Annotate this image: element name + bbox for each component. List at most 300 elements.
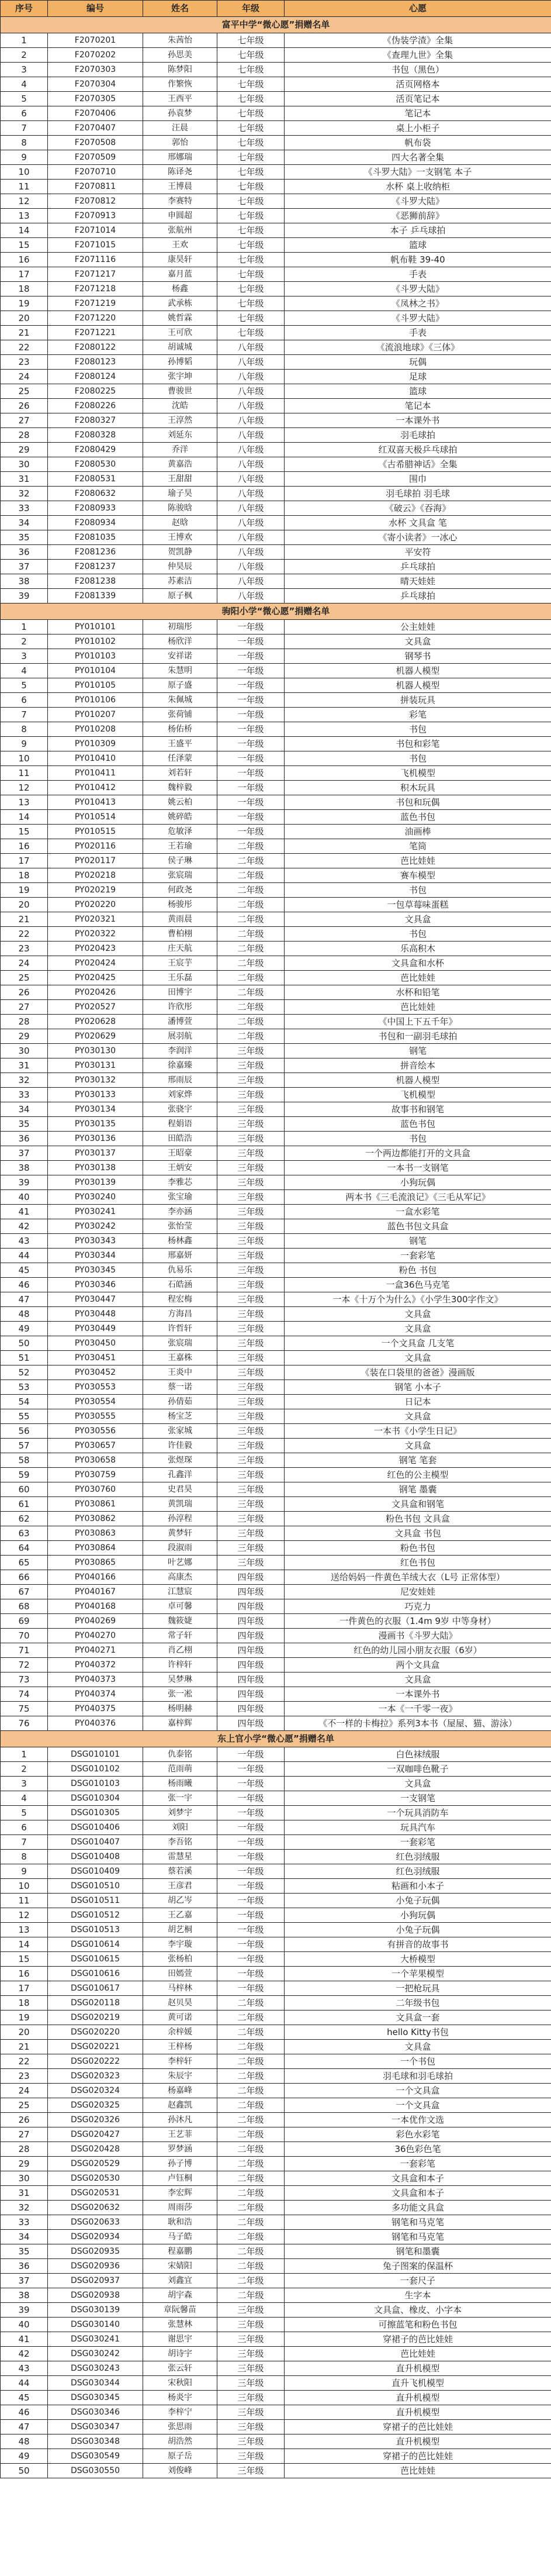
index-cell: 65 xyxy=(1,1556,48,1570)
index-cell: 1 xyxy=(1,1747,48,1762)
wish-cell: 书包和彩笔 xyxy=(285,737,551,751)
name-cell: 周雨莎 xyxy=(143,2201,217,2215)
code-cell: PY020321 xyxy=(48,912,143,927)
name-cell: 胡浩然 xyxy=(143,2434,217,2449)
table-row xyxy=(1,634,551,649)
grade-cell: 八年级 xyxy=(217,370,285,384)
index-cell: 35 xyxy=(1,1117,48,1132)
name-cell: 王炳安 xyxy=(143,1161,217,1175)
name-cell: 黄可诺 xyxy=(143,2011,217,2025)
index-cell: 21 xyxy=(1,2040,48,2054)
table-row xyxy=(1,1981,551,1996)
index-cell: 33 xyxy=(1,2215,48,2230)
index-cell: 2 xyxy=(1,48,48,63)
code-cell: DSG010615 xyxy=(48,1952,143,1967)
code-cell: DSG020221 xyxy=(48,2040,143,2054)
header-row xyxy=(1,1,551,17)
name-cell: 杨明赫 xyxy=(143,1702,217,1716)
index-cell: 13 xyxy=(1,1923,48,1937)
table-row xyxy=(1,1234,551,1249)
name-cell: 黄梦轩 xyxy=(143,1526,217,1541)
code-cell: DSG020326 xyxy=(48,2113,143,2127)
index-cell: 1 xyxy=(1,33,48,48)
code-cell: F2071014 xyxy=(48,223,143,238)
name-cell: 马梓林 xyxy=(143,1981,217,1996)
code-cell: PY030657 xyxy=(48,1439,143,1453)
name-cell: 曹骏世 xyxy=(143,384,217,399)
index-cell: 76 xyxy=(1,1716,48,1731)
grade-cell: 一年级 xyxy=(217,1791,285,1806)
wish-cell: 一本《十万个为什么》《小学生300字作文》 xyxy=(285,1292,551,1307)
wish-cell: 送给妈妈一件黄色羊绒大衣（L号 正常体型） xyxy=(285,1570,551,1585)
wish-cell: 一本《一千零一夜》 xyxy=(285,1702,551,1716)
index-cell: 3 xyxy=(1,1777,48,1791)
grade-cell: 八年级 xyxy=(217,530,285,545)
code-cell: PY030863 xyxy=(48,1526,143,1541)
grade-cell: 七年级 xyxy=(217,77,285,92)
grade-cell: 三年级 xyxy=(217,1453,285,1468)
grade-cell: 二年级 xyxy=(217,2201,285,2215)
name-cell: 任泽蒙 xyxy=(143,751,217,766)
index-cell: 71 xyxy=(1,1643,48,1658)
code-cell: F2080530 xyxy=(48,457,143,472)
index-cell: 40 xyxy=(1,1190,48,1205)
grade-cell: 三年级 xyxy=(217,1482,285,1497)
wish-cell: 文具盒 xyxy=(285,634,551,649)
grade-cell: 一年级 xyxy=(217,1820,285,1835)
name-cell: 苏素洁 xyxy=(143,574,217,589)
name-cell: 王乐磊 xyxy=(143,971,217,985)
name-cell: 杨林鑫 xyxy=(143,1234,217,1249)
index-cell: 43 xyxy=(1,2361,48,2376)
name-cell: 胡诗宇 xyxy=(143,2347,217,2361)
wish-cell: 书包（黑色） xyxy=(285,63,551,77)
section-title-row xyxy=(1,17,551,33)
wish-cell: 芭比娃娃 xyxy=(285,2464,551,2478)
index-cell: 47 xyxy=(1,1292,48,1307)
grade-cell: 七年级 xyxy=(217,253,285,267)
grade-cell: 七年级 xyxy=(217,150,285,165)
name-cell: 孙袁梦 xyxy=(143,106,217,121)
name-cell: 王博欢 xyxy=(143,530,217,545)
index-cell: 28 xyxy=(1,1015,48,1029)
code-cell: PY020219 xyxy=(48,883,143,898)
table-row xyxy=(1,2376,551,2391)
grade-cell: 二年级 xyxy=(217,1996,285,2011)
table-row xyxy=(1,2025,551,2040)
wish-cell: 晴天娃娃 xyxy=(285,574,551,589)
table-row xyxy=(1,150,551,165)
index-cell: 13 xyxy=(1,795,48,810)
code-cell: DSG010407 xyxy=(48,1835,143,1850)
code-cell: PY030865 xyxy=(48,1556,143,1570)
index-cell: 40 xyxy=(1,2318,48,2332)
name-cell: 陈译尧 xyxy=(143,165,217,180)
wish-cell: 文具盒和本子 xyxy=(285,2186,551,2201)
index-cell: 23 xyxy=(1,2069,48,2084)
wish-cell: 笔记本 xyxy=(285,106,551,121)
table-row xyxy=(1,1996,551,2011)
code-cell: PY030343 xyxy=(48,1234,143,1249)
wish-cell: 油画棒 xyxy=(285,825,551,839)
grade-cell: 一年级 xyxy=(217,1835,285,1850)
table-row xyxy=(1,1820,551,1835)
table-row xyxy=(1,1762,551,1777)
table-row xyxy=(1,1614,551,1629)
table-row xyxy=(1,649,551,664)
index-cell: 56 xyxy=(1,1424,48,1439)
name-cell: 王西平 xyxy=(143,92,217,106)
grade-cell: 八年级 xyxy=(217,589,285,604)
code-cell: DSG020428 xyxy=(48,2142,143,2157)
code-cell: F2080225 xyxy=(48,384,143,399)
table-row xyxy=(1,384,551,399)
wish-cell: 穿裙子的芭比娃娃 xyxy=(285,2449,551,2464)
name-cell: 康昊轩 xyxy=(143,253,217,267)
grade-cell: 三年级 xyxy=(217,2347,285,2361)
index-cell: 12 xyxy=(1,194,48,209)
code-cell: DSG010512 xyxy=(48,1908,143,1923)
grade-cell: 二年级 xyxy=(217,985,285,1000)
table-row xyxy=(1,1570,551,1585)
wish-cell: 机器人模型 xyxy=(285,664,551,678)
wish-cell: 红色的幼儿园小朋友衣服（6岁） xyxy=(285,1643,551,1658)
code-cell: PY030759 xyxy=(48,1468,143,1482)
table-row xyxy=(1,781,551,795)
table-row xyxy=(1,355,551,370)
grade-cell: 四年级 xyxy=(217,1629,285,1643)
table-row xyxy=(1,766,551,781)
name-cell: 郭怡 xyxy=(143,136,217,150)
index-cell: 6 xyxy=(1,693,48,708)
name-cell: 程娟语 xyxy=(143,1117,217,1132)
wish-cell: 一本优作文选 xyxy=(285,2113,551,2127)
name-cell: 马子皓 xyxy=(143,2230,217,2244)
code-cell: PY010309 xyxy=(48,737,143,751)
name-cell: 侯子琳 xyxy=(143,854,217,868)
index-cell: 19 xyxy=(1,883,48,898)
grade-cell: 三年级 xyxy=(217,2449,285,2464)
code-cell: PY010412 xyxy=(48,781,143,795)
index-cell: 7 xyxy=(1,708,48,722)
grade-cell: 二年级 xyxy=(217,2142,285,2157)
code-cell: DSG010616 xyxy=(48,1967,143,1981)
name-cell: 申圆超 xyxy=(143,209,217,223)
wish-cell: 文具盒 xyxy=(285,1322,551,1336)
grade-cell: 一年级 xyxy=(217,1967,285,1981)
name-cell: 刘梦宇 xyxy=(143,1806,217,1820)
index-cell: 18 xyxy=(1,282,48,296)
code-cell: PY010515 xyxy=(48,825,143,839)
name-cell: 赵晗 xyxy=(143,516,217,530)
table-row xyxy=(1,574,551,589)
grade-cell: 一年级 xyxy=(217,708,285,722)
wish-cell: 一包草莓味蛋糕 xyxy=(285,898,551,912)
grade-cell: 四年级 xyxy=(217,1716,285,1731)
table-row xyxy=(1,2186,551,2201)
wish-cell: 粉色书包 xyxy=(285,1541,551,1556)
grade-cell: 二年级 xyxy=(217,2274,285,2288)
index-cell: 42 xyxy=(1,2347,48,2361)
name-cell: 武承栋 xyxy=(143,296,217,311)
code-cell: PY030553 xyxy=(48,1380,143,1395)
code-cell: F2080327 xyxy=(48,413,143,428)
table-row xyxy=(1,1175,551,1190)
table-row xyxy=(1,1132,551,1146)
index-cell: 16 xyxy=(1,253,48,267)
table-row xyxy=(1,1541,551,1556)
table-row xyxy=(1,1923,551,1937)
wish-cell: 篮球 xyxy=(285,384,551,399)
index-cell: 30 xyxy=(1,2171,48,2186)
grade-cell: 三年级 xyxy=(217,2376,285,2391)
wish-cell: 一个玩具消防车 xyxy=(285,1806,551,1820)
index-cell: 41 xyxy=(1,1205,48,1219)
code-cell: F2070508 xyxy=(48,136,143,150)
grade-cell: 一年级 xyxy=(217,1894,285,1908)
name-cell: 胡艺桐 xyxy=(143,1923,217,1937)
name-cell: 王甜甜 xyxy=(143,472,217,487)
name-cell: 李宏辉 xyxy=(143,2186,217,2201)
table-row xyxy=(1,501,551,516)
index-cell: 27 xyxy=(1,413,48,428)
name-cell: 耿和浩 xyxy=(143,2215,217,2230)
wish-cell: 小狗玩偶 xyxy=(285,1175,551,1190)
code-cell: PY040373 xyxy=(48,1672,143,1687)
name-cell: 安祥诺 xyxy=(143,649,217,664)
table-row xyxy=(1,2113,551,2127)
table-row xyxy=(1,898,551,912)
table-row xyxy=(1,1468,551,1482)
grade-cell: 七年级 xyxy=(217,180,285,194)
grade-cell: 四年级 xyxy=(217,1614,285,1629)
index-cell: 33 xyxy=(1,501,48,516)
wish-cell: 文具盒一套 xyxy=(285,2011,551,2025)
grade-cell: 八年级 xyxy=(217,355,285,370)
grade-cell: 三年级 xyxy=(217,1058,285,1073)
table-row xyxy=(1,2098,551,2113)
table-row xyxy=(1,1117,551,1132)
wish-cell: 四大名著全集 xyxy=(285,150,551,165)
grade-cell: 八年级 xyxy=(217,574,285,589)
grade-cell: 二年级 xyxy=(217,2040,285,2054)
wish-cell: 《流浪地球》《三体》 xyxy=(285,340,551,355)
name-cell: 陈梦阳 xyxy=(143,63,217,77)
code-cell: DSG020118 xyxy=(48,1996,143,2011)
table-row xyxy=(1,795,551,810)
wish-cell: 水杯和铅笔 xyxy=(285,985,551,1000)
code-cell: F2070305 xyxy=(48,92,143,106)
name-cell: 王可欣 xyxy=(143,326,217,340)
table-row xyxy=(1,1439,551,1453)
grade-cell: 三年级 xyxy=(217,1102,285,1117)
wish-cell: 文具盒 xyxy=(285,1777,551,1791)
wish-cell: 芭比娃娃 xyxy=(285,854,551,868)
code-cell: F2080124 xyxy=(48,370,143,384)
wish-cell: 书包 xyxy=(285,751,551,766)
name-cell: 孙淳程 xyxy=(143,1512,217,1526)
index-cell: 32 xyxy=(1,1073,48,1088)
wish-cell: 直升机模型 xyxy=(285,2391,551,2405)
name-cell: 姚碎皓 xyxy=(143,810,217,825)
table-row xyxy=(1,1482,551,1497)
grade-cell: 一年级 xyxy=(217,1937,285,1952)
index-cell: 48 xyxy=(1,1307,48,1322)
grade-cell: 三年级 xyxy=(217,1424,285,1439)
grade-cell: 四年级 xyxy=(217,1687,285,1702)
code-cell: PY030556 xyxy=(48,1424,143,1439)
code-cell: PY010208 xyxy=(48,722,143,737)
name-cell: 赵贝昊 xyxy=(143,1996,217,2011)
index-cell: 39 xyxy=(1,589,48,604)
name-cell: 张慧林 xyxy=(143,2318,217,2332)
index-cell: 25 xyxy=(1,384,48,399)
code-cell: F2081238 xyxy=(48,574,143,589)
table-row xyxy=(1,825,551,839)
table-row xyxy=(1,1263,551,1278)
table-row xyxy=(1,1687,551,1702)
index-cell: 38 xyxy=(1,2288,48,2303)
wish-cell: 一套尺子 xyxy=(285,2274,551,2288)
code-cell: DSG020934 xyxy=(48,2230,143,2244)
grade-cell: 三年级 xyxy=(217,1497,285,1512)
index-cell: 16 xyxy=(1,839,48,854)
code-cell: PY020426 xyxy=(48,985,143,1000)
index-cell: 4 xyxy=(1,77,48,92)
index-cell: 74 xyxy=(1,1687,48,1702)
code-cell: DSG030550 xyxy=(48,2464,143,2478)
code-cell: DSG020935 xyxy=(48,2244,143,2259)
grade-cell: 八年级 xyxy=(217,560,285,574)
index-cell: 11 xyxy=(1,1894,48,1908)
code-cell: PY040166 xyxy=(48,1570,143,1585)
grade-cell: 二年级 xyxy=(217,1015,285,1029)
name-cell: 王乙嘉 xyxy=(143,1908,217,1923)
code-cell: DSG010101 xyxy=(48,1747,143,1762)
table-row xyxy=(1,2244,551,2259)
wish-cell: 大桥模型 xyxy=(285,1952,551,1967)
grade-cell: 三年级 xyxy=(217,1132,285,1146)
table-row xyxy=(1,2171,551,2186)
name-cell: 邢娜瑞 xyxy=(143,150,217,165)
grade-cell: 三年级 xyxy=(217,2434,285,2449)
grade-cell: 二年级 xyxy=(217,2054,285,2069)
code-cell: F2071116 xyxy=(48,253,143,267)
index-cell: 36 xyxy=(1,545,48,560)
wish-cell: 公主娃娃 xyxy=(285,620,551,634)
wish-cell: 本子 乒乓球拍 xyxy=(285,223,551,238)
table-row xyxy=(1,63,551,77)
index-cell: 8 xyxy=(1,136,48,150)
index-cell: 21 xyxy=(1,326,48,340)
table-row xyxy=(1,1629,551,1643)
index-cell: 11 xyxy=(1,766,48,781)
grade-cell: 八年级 xyxy=(217,384,285,399)
index-cell: 24 xyxy=(1,370,48,384)
grade-cell: 三年级 xyxy=(217,1278,285,1292)
name-cell: 刘家烨 xyxy=(143,1088,217,1102)
index-cell: 17 xyxy=(1,267,48,282)
code-cell: DSG010304 xyxy=(48,1791,143,1806)
wish-cell: 两本书《三毛流浪记》《三毛从军记》 xyxy=(285,1190,551,1205)
wish-cell: 一本书《小学生日记》 xyxy=(285,1424,551,1439)
grade-cell: 三年级 xyxy=(217,1541,285,1556)
wish-cell: 钢笔 墨囊 xyxy=(285,1482,551,1497)
wish-cell: 活页网格本 xyxy=(285,77,551,92)
grade-cell: 三年级 xyxy=(217,1322,285,1336)
table-row xyxy=(1,48,551,63)
index-cell: 11 xyxy=(1,180,48,194)
name-cell: 张煜琛 xyxy=(143,1453,217,1468)
code-cell: F2070812 xyxy=(48,194,143,209)
grade-cell: 二年级 xyxy=(217,2157,285,2171)
wish-cell: 《寄小读者》一冰心 xyxy=(285,530,551,545)
grade-cell: 二年级 xyxy=(217,2230,285,2244)
wish-cell: 一个文具盒 几支笔 xyxy=(285,1336,551,1351)
wish-cell: 一套彩笔 xyxy=(285,1835,551,1850)
grade-cell: 二年级 xyxy=(217,2113,285,2127)
code-cell: F2071219 xyxy=(48,296,143,311)
table-row xyxy=(1,1835,551,1850)
wish-cell: 羽毛球和羽毛球拍 xyxy=(285,2069,551,2084)
name-cell: 张怡莹 xyxy=(143,1219,217,1234)
wish-cell: 玩具汽车 xyxy=(285,1820,551,1835)
grade-cell: 三年级 xyxy=(217,1351,285,1365)
index-cell: 48 xyxy=(1,2434,48,2449)
wish-cell: 篮球 xyxy=(285,238,551,253)
index-cell: 31 xyxy=(1,2186,48,2201)
grade-cell: 八年级 xyxy=(217,516,285,530)
name-cell: 张一宇 xyxy=(143,1791,217,1806)
name-cell: 黄凯瑞 xyxy=(143,1497,217,1512)
code-cell: F2080328 xyxy=(48,428,143,443)
table-row xyxy=(1,1102,551,1117)
name-cell: 邢嘉妍 xyxy=(143,1249,217,1263)
grade-cell: 二年级 xyxy=(217,868,285,883)
code-cell: F2081339 xyxy=(48,589,143,604)
name-cell: 展羽航 xyxy=(143,1029,217,1044)
table-row xyxy=(1,1205,551,1219)
wish-cell: 文具盒 xyxy=(285,1409,551,1424)
wish-cell: 笔记本 xyxy=(285,399,551,413)
wish-cell: 《斗罗大陆》 xyxy=(285,311,551,326)
grade-cell: 三年级 xyxy=(217,1117,285,1132)
name-cell: 蔡一诺 xyxy=(143,1380,217,1395)
code-cell: DSG010406 xyxy=(48,1820,143,1835)
table-row xyxy=(1,106,551,121)
code-cell: PY040168 xyxy=(48,1599,143,1614)
table-row xyxy=(1,2230,551,2244)
grade-cell: 一年级 xyxy=(217,810,285,825)
section-title: 驹阳小学“微心愿”捐赠名单 xyxy=(1,604,551,620)
name-cell: 刘若轩 xyxy=(143,766,217,781)
grade-cell: 三年级 xyxy=(217,1512,285,1526)
wish-cell: 粉色 书包 xyxy=(285,1263,551,1278)
index-cell: 5 xyxy=(1,678,48,693)
grade-cell: 一年级 xyxy=(217,1923,285,1937)
index-cell: 50 xyxy=(1,1336,48,1351)
table-row xyxy=(1,2434,551,2449)
wish-cell: 书包和玩偶 xyxy=(285,795,551,810)
code-cell: DSG020936 xyxy=(48,2259,143,2274)
code-cell: PY020424 xyxy=(48,956,143,971)
wish-cell: 《不一样的卡梅拉》系列3本书（屋屋、猫、游泳） xyxy=(285,1716,551,1731)
code-cell: PY030554 xyxy=(48,1395,143,1409)
code-cell: DSG030243 xyxy=(48,2361,143,2376)
grade-cell: 二年级 xyxy=(217,854,285,868)
wish-cell: 两个文具盒 xyxy=(285,1658,551,1672)
table-row xyxy=(1,1512,551,1526)
